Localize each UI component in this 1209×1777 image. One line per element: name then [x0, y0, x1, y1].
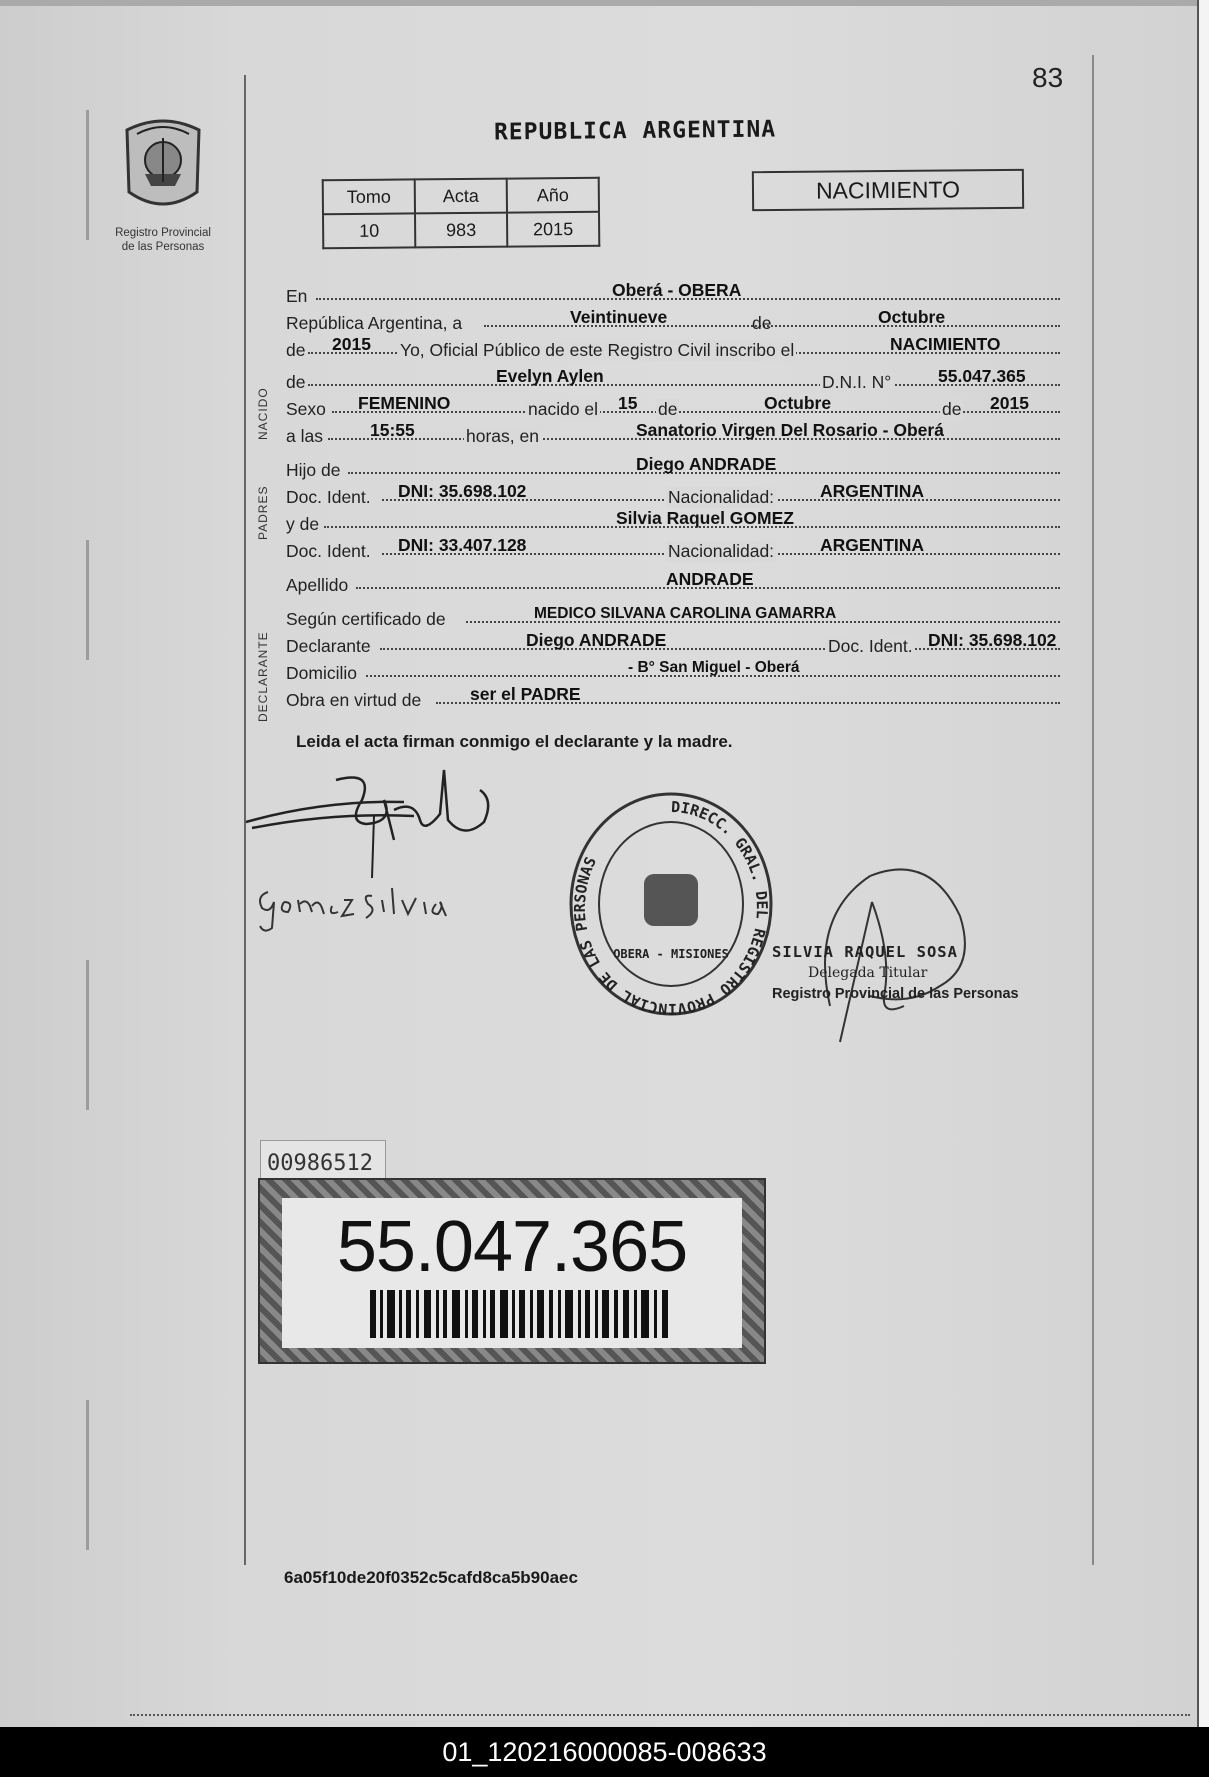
side-label-nacido: NACIDO — [256, 387, 270, 440]
sticker-dni-number: 55.047.365 — [336, 1207, 688, 1287]
record-table — [322, 177, 601, 249]
label-dni: D.N.I. N° — [822, 372, 892, 392]
record-type-box: NACIMIENTO — [752, 169, 1024, 211]
label-obra: Obra en virtud de — [286, 690, 422, 710]
side-label-declarante: DECLARANTE — [256, 631, 270, 722]
page-edge — [1197, 0, 1209, 1727]
top-edge — [0, 0, 1209, 6]
form-row-declarante — [286, 630, 1076, 656]
form-row-certificado — [286, 603, 1076, 629]
seal-ring-text: DIRECC. GRAL. DEL REGISTRO PROVINCIAL DE LAS PERSONAS — [570, 797, 772, 1018]
closing-statement: Leida el acta firman conmigo el declarante y la madre. — [296, 732, 733, 751]
label-republica: República Argentina, a — [286, 313, 463, 333]
label-apellido: Apellido — [286, 575, 349, 595]
label-en: En — [286, 286, 308, 306]
value-father-doc: DNI: 35.698.102 — [398, 481, 527, 501]
control-number: 00986512 — [260, 1140, 386, 1192]
value-declarante-doc: DNI: 35.698.102 — [928, 630, 1057, 650]
value-day-words: Veintinueve — [570, 307, 668, 327]
dni-sticker — [258, 1178, 766, 1364]
official-block — [772, 942, 1019, 1005]
mother-signature — [254, 878, 454, 938]
value-birth-year: 2015 — [990, 393, 1029, 413]
declarant-signature — [244, 760, 504, 880]
value-birth-time: 15:55 — [370, 420, 415, 440]
label-nacido-el: nacido el — [528, 399, 599, 419]
birth-form — [286, 280, 1076, 711]
value-inscribo: NACIMIENTO — [890, 334, 1001, 354]
value-dni: 55.047.365 — [938, 366, 1026, 386]
scan-footer-id: 01_120216000085-008633 — [0, 1727, 1209, 1777]
form-row-time — [286, 420, 1076, 446]
label-de-name: de — [286, 372, 306, 392]
label-de-month: de — [658, 399, 678, 419]
form-row-date — [286, 307, 1076, 333]
logo-caption-line2: de las Personas — [121, 241, 205, 253]
label-yo-oficial: Yo, Oficial Público de este Registro Civil inscribo el — [400, 340, 795, 360]
label-decl-doc: Doc. Ident. — [828, 636, 913, 656]
right-rule — [1092, 55, 1094, 1565]
label-de-year: de — [286, 340, 306, 360]
value-year: 2015 — [332, 334, 371, 354]
label-domicilio: Domicilio — [286, 663, 357, 683]
official-org: Registro Provincial de las Personas — [772, 986, 1019, 1002]
label-a-las: a las — [286, 426, 323, 446]
label-nacionalidad: Nacionalidad: — [668, 541, 775, 561]
record-header-tomo: Tomo — [323, 179, 415, 214]
value-mother-doc: DNI: 33.407.128 — [398, 535, 527, 555]
label-certificado: Según certificado de — [286, 609, 446, 629]
scan-mark — [86, 540, 89, 660]
bottom-dotted-line — [130, 1714, 1190, 1716]
value-child-name: Evelyn Aylen — [496, 366, 604, 386]
label-sexo: Sexo — [286, 399, 326, 419]
value-declarante: Diego ANDRADE — [526, 630, 667, 650]
scan-mark — [86, 1400, 89, 1550]
label-doc-ident: Doc. Ident. — [286, 487, 371, 507]
registry-logo — [112, 112, 214, 262]
official-role: Delegada Titular — [808, 965, 928, 981]
seal-inner-text: OBERA - MISIONES — [613, 947, 729, 961]
value-birth-place: Sanatorio Virgen Del Rosario - Oberá — [636, 420, 944, 440]
form-row-mother-doc — [286, 535, 1076, 561]
form-row-father — [286, 454, 1076, 480]
value-month: Octubre — [878, 307, 946, 327]
record-header-acta: Acta — [415, 179, 507, 214]
barcode-icon — [370, 1290, 670, 1338]
scan-mark — [86, 960, 89, 1110]
value-birth-day: 15 — [618, 393, 638, 413]
label-horas-en: horas, en — [466, 426, 539, 446]
document-title: REPUBLICA ARGENTINA — [493, 116, 777, 146]
side-label-padres: PADRES — [256, 485, 270, 540]
value-domicilio: - B° San Miguel - Oberá — [628, 659, 800, 676]
value-mother-nationality: ARGENTINA — [820, 535, 925, 555]
form-row-mother — [286, 508, 1076, 534]
coat-of-arms-icon — [117, 112, 209, 222]
document-hash: 6a05f10de20f0352c5cafd8ca5b90aec — [284, 1568, 578, 1587]
seal-emblem-icon — [644, 874, 698, 926]
form-row-obra — [286, 684, 1076, 710]
value-apellido: ANDRADE — [666, 569, 754, 589]
label-de: de — [752, 313, 772, 333]
value-sexo: FEMENINO — [358, 393, 451, 413]
value-obra: ser el PADRE — [470, 684, 581, 704]
form-row-father-doc — [286, 481, 1076, 507]
record-value-tomo: 10 — [323, 213, 415, 248]
value-certificado: MEDICO SILVANA CAROLINA GAMARRA — [534, 605, 837, 622]
label-de-year2: de — [942, 399, 962, 419]
value-father: Diego ANDRADE — [636, 454, 777, 474]
form-row-year — [286, 334, 1076, 360]
form-row-sex — [286, 393, 1076, 419]
value-location: Oberá - OBERA — [612, 280, 742, 300]
value-mother: Silvia Raquel GOMEZ — [616, 508, 794, 528]
official-name: SILVIA RAQUEL SOSA — [772, 943, 958, 961]
record-value-ano: 2015 — [507, 212, 599, 247]
label-hijo-de: Hijo de — [286, 460, 341, 480]
official-seal — [566, 790, 776, 1018]
form-row-en — [286, 280, 1076, 306]
label-doc-ident: Doc. Ident. — [286, 541, 371, 561]
label-y-de: y de — [286, 514, 320, 534]
form-row-apellido — [286, 569, 1076, 595]
logo-caption-line1: Registro Provincial — [115, 227, 211, 239]
value-birth-month: Octubre — [764, 393, 832, 413]
form-row-name — [286, 366, 1076, 392]
value-father-nationality: ARGENTINA — [820, 481, 925, 501]
page-number: 83 — [1032, 62, 1064, 93]
record-value-acta: 983 — [415, 213, 507, 248]
record-header-ano: Año — [507, 178, 599, 213]
scan-mark — [86, 110, 89, 240]
label-nacionalidad: Nacionalidad: — [668, 487, 775, 507]
form-row-domicilio — [286, 657, 1076, 683]
label-declarante: Declarante — [286, 636, 371, 656]
dni-sticker-panel — [282, 1198, 742, 1348]
